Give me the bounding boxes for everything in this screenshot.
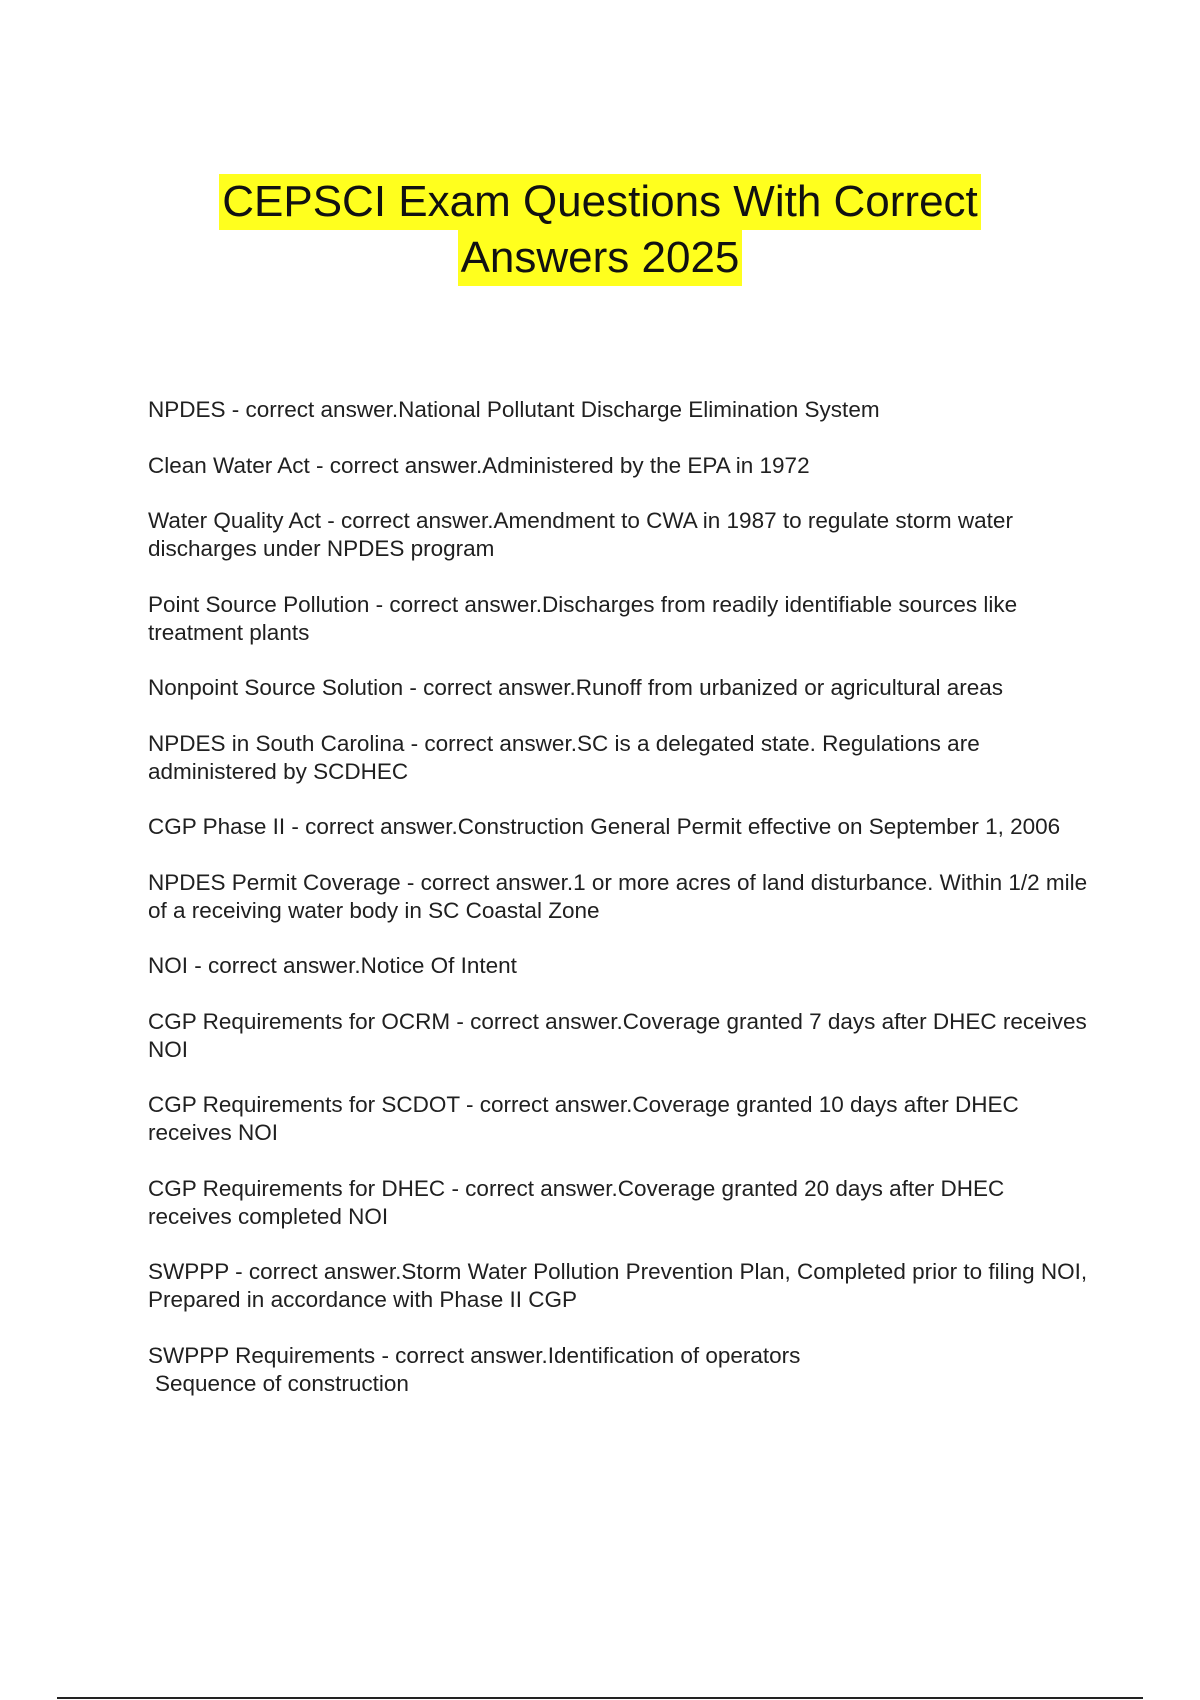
bottom-rule [57,1697,1143,1699]
qa-separator: - correct answer. [285,814,458,839]
qa-definition: Amendment to CWA in 1987 to regulate storm water discharges under NPDES program [148,508,1013,561]
qa-list [148,396,1088,1425]
qa-separator: - correct answer. [404,730,577,756]
qa-item [148,869,1088,925]
qa-separator: - correct answer. [403,675,576,700]
qa-item [148,674,1088,702]
qa-definition: Coverage granted 20 days after DHEC receives completed NOI [148,1175,1005,1229]
qa-definition: SC is a delegated state. Regulations are administered by SCDHEC [148,730,980,784]
document-title [0,174,1200,286]
qa-term: CGP Requirements for DHEC [148,1175,446,1201]
qa-separator: - correct answer. [188,953,361,978]
title-line-1: CEPSCI Exam Questions With Correct [219,174,981,230]
qa-term: NOI [148,953,189,978]
qa-item [148,813,1088,841]
qa-definition: Storm Water Pollution Prevention Plan, Completed prior to filing NOI, Prepared in accordance with Phase II CGP [148,1259,1088,1312]
qa-separator: - correct answer. [375,1342,548,1368]
qa-separator: - correct answer. [369,591,542,617]
qa-separator: - correct answer. [225,397,399,422]
qa-definition: Administered by the EPA in 1972 [482,452,810,478]
qa-separator: - correct answer. [400,869,574,895]
title-line-2: Answers 2025 [458,230,743,286]
qa-item [148,1258,1088,1314]
qa-term: NPDES [148,397,226,422]
qa-definition: Identification of operators [547,1342,801,1368]
qa-definition: Discharges from readily identifiable sources like treatment plants [148,591,1018,645]
qa-item [148,730,1088,786]
qa-item [148,507,1088,563]
qa-definition-line-2: Sequence of construction [155,1370,409,1396]
qa-item [148,1008,1088,1064]
qa-definition: Runoff from urbanized or agricultural areas [575,675,1004,700]
qa-separator: - correct answer. [459,1092,633,1117]
qa-separator: - correct answer. [450,1008,623,1034]
qa-definition: Coverage granted 7 days after DHEC receives NOI [148,1008,1087,1062]
qa-definition: Notice Of Intent [360,953,517,978]
qa-item [148,1175,1088,1231]
qa-item [148,452,1088,480]
qa-definition: Coverage granted 10 days after DHEC receives NOI [148,1092,1019,1145]
qa-term: CGP Requirements for OCRM [148,1008,451,1034]
qa-term: CGP Phase II [148,814,286,839]
qa-term: NPDES Permit Coverage [148,869,401,895]
qa-item [148,396,1088,424]
qa-separator: - correct answer. [228,1259,402,1284]
qa-definition: National Pollutant Discharge Elimination System [398,397,880,422]
qa-term: Point Source Pollution [148,591,370,617]
qa-item [148,1091,1088,1147]
qa-term: SWPPP Requirements [148,1342,376,1368]
qa-separator: - correct answer. [445,1175,618,1201]
qa-term: Water Quality Act [148,508,321,533]
qa-term: SWPPP [148,1259,229,1284]
qa-separator: - correct answer. [309,452,483,478]
qa-separator: - correct answer. [320,508,494,533]
qa-term: Nonpoint Source Solution [148,675,404,700]
qa-item [148,952,1088,980]
qa-term: CGP Requirements for SCDOT [148,1092,460,1117]
qa-definition: Construction General Permit effective on September 1, 2006 [457,814,1061,839]
qa-definition: 1 or more acres of land disturbance. Within 1/2 mile of a receiving water body in SC Coastal Zone [148,869,1088,923]
qa-term: NPDES in South Carolina [148,730,405,756]
qa-term: Clean Water Act [148,452,310,478]
qa-item [148,1342,1088,1398]
qa-item [148,591,1088,647]
